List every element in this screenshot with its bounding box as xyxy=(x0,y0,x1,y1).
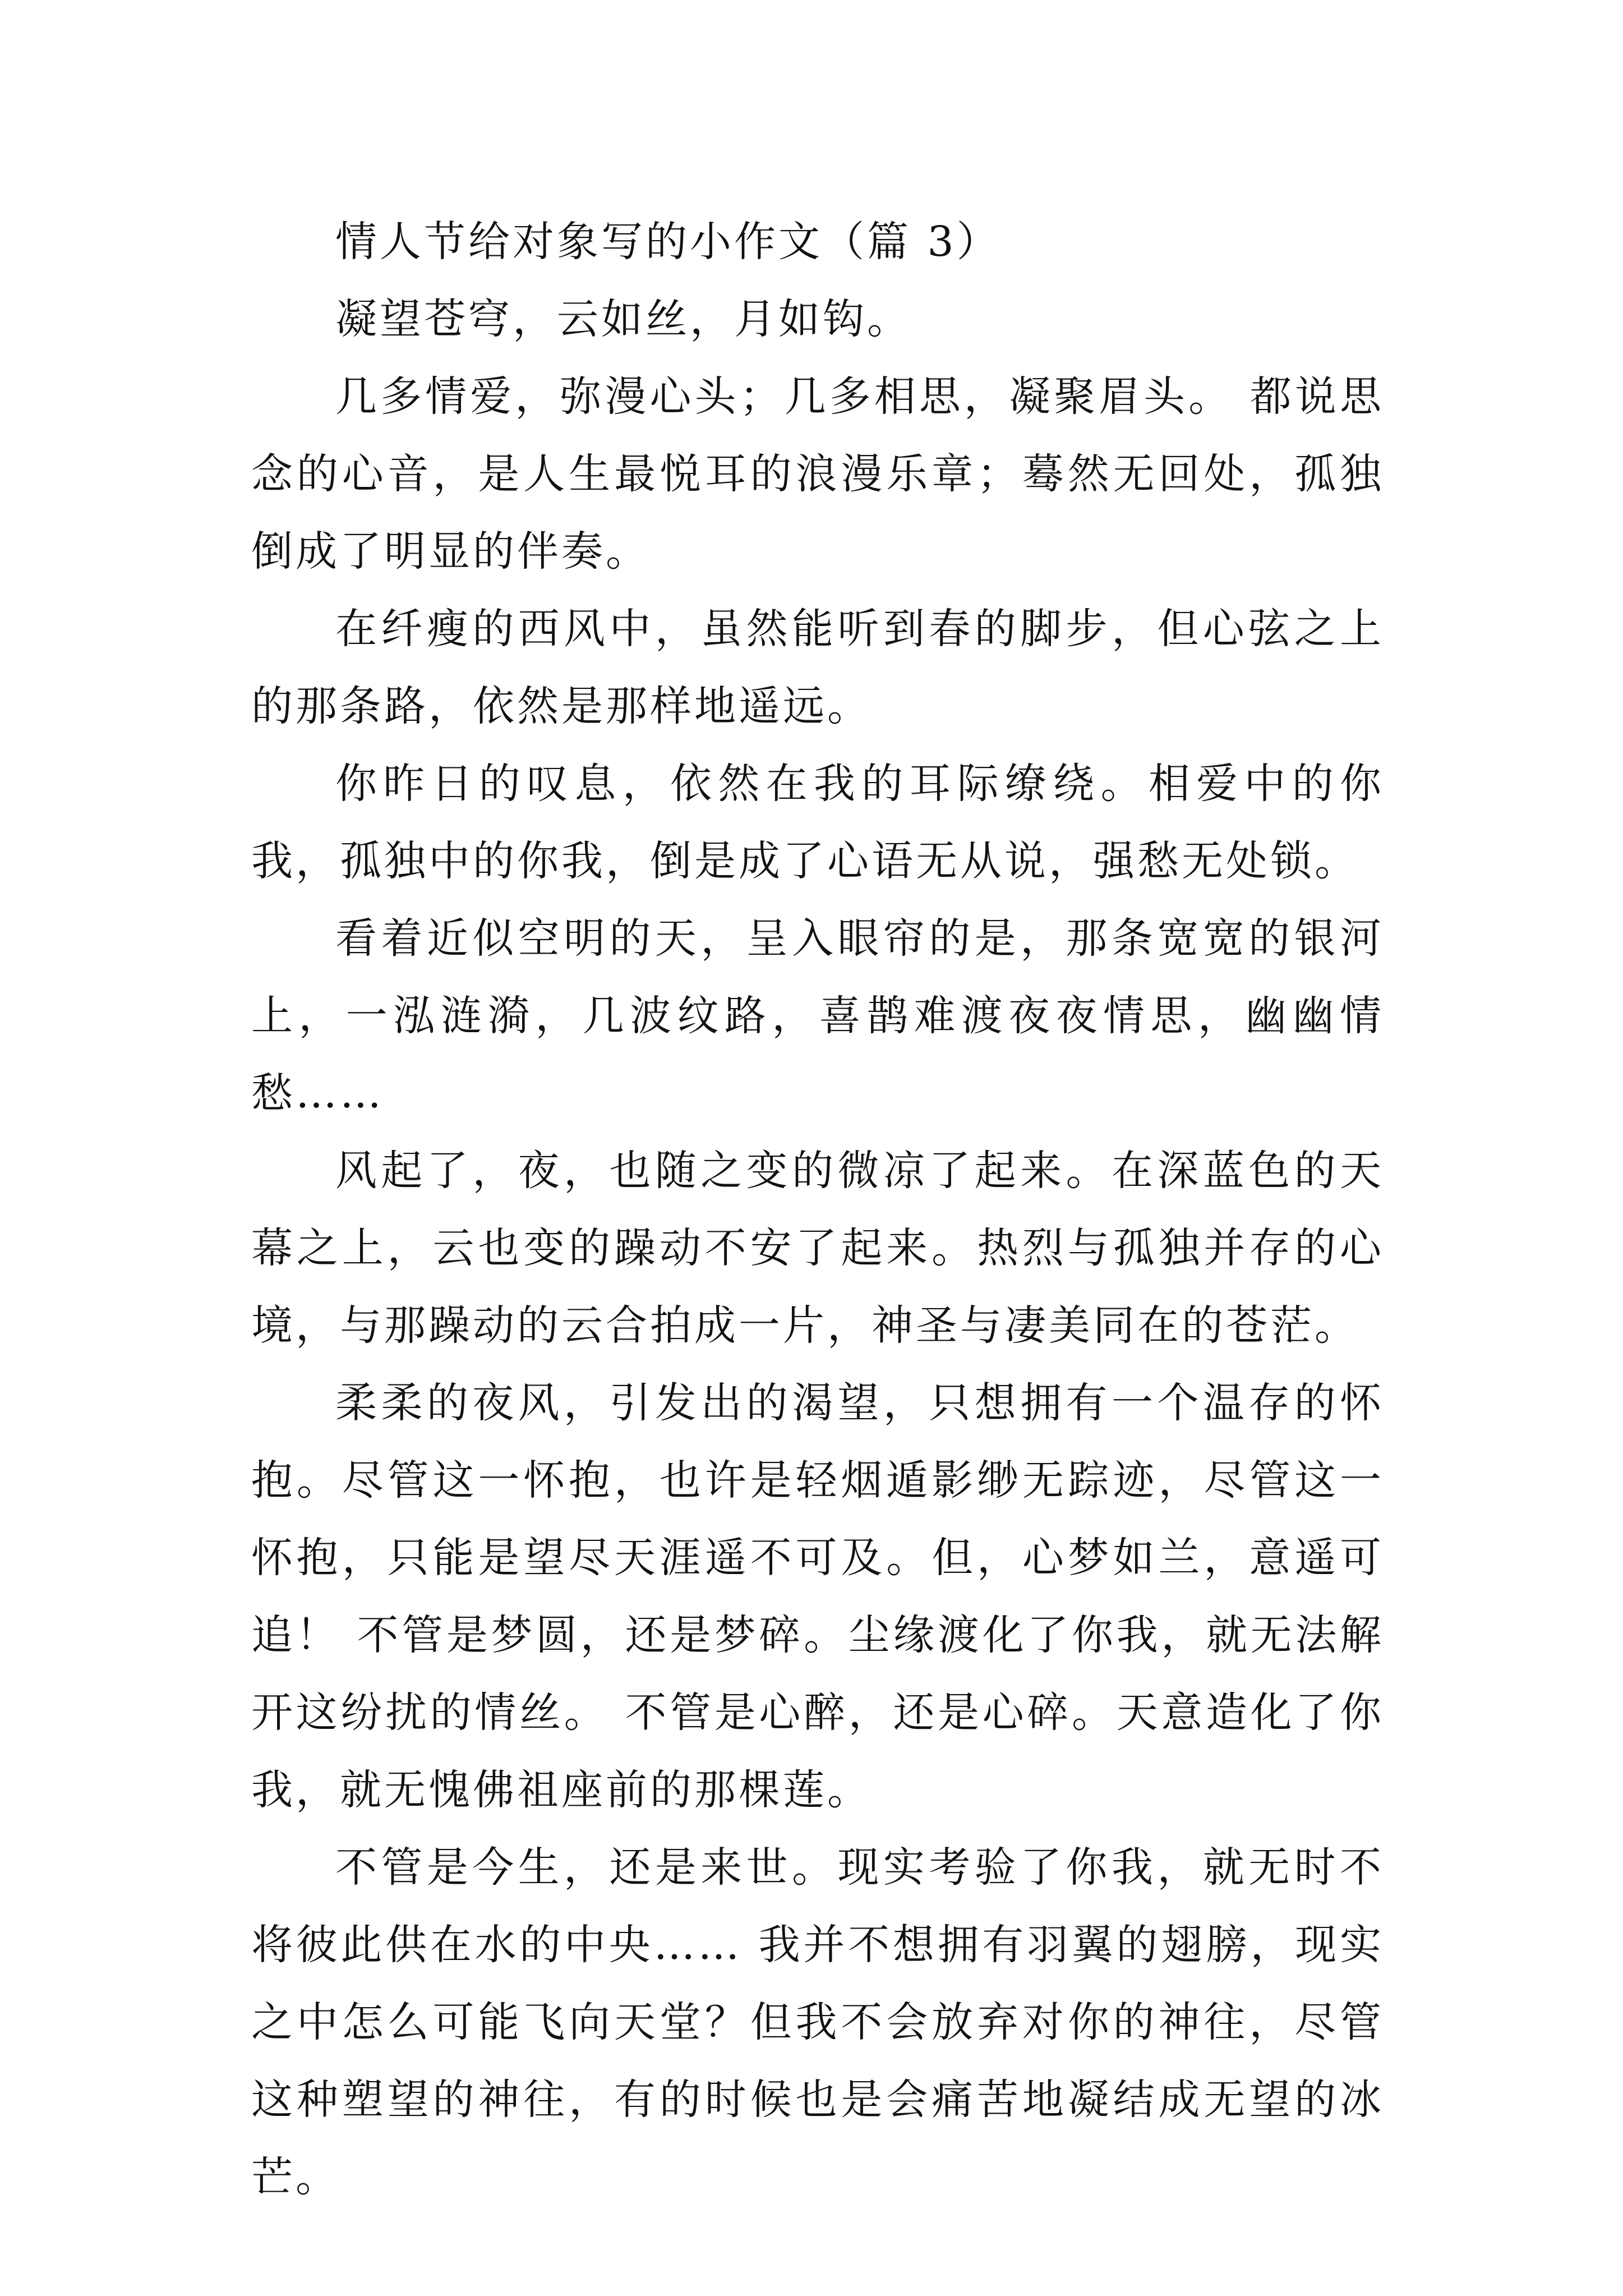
paragraph-7: 柔柔的夜风，引发出的渴望，只想拥有一个温存的怀抱。尽管这一怀抱，也许是轻烟遁影缈无踪迹，尽管这一怀抱，只能是望尽天涯遥不可及。但，心梦如兰，意遥可追！ 不管是梦圆，还是梦碎。尘缘渡化了你我，就无法解开这纷扰的情丝。 不管是心醉，还是心碎。天意造化了你我，就无愧佛祖座前的那棵莲。 xyxy=(251,1379,1384,1814)
paragraph-8: 不管是今生，还是来世。现实考验了你我，就无时不将彼此供在水的中央…… 我并不想拥有羽翼的翅膀，现实之中怎么可能飞向天堂？但我不会放弃对你的神往，尽管这种塑望的神往，有的时候也是会痛苦地凝结成无望的冰芒。 xyxy=(251,1843,1384,2201)
paragraph-1: 凝望苍穹，云如丝，月如钩。 xyxy=(335,295,911,343)
paragraph-5: 看着近似空明的天，呈入眼帘的是，那条宽宽的银河上，一泓涟漪，几波纹路，喜鹊难渡夜夜情思，幽幽情愁…… xyxy=(251,914,1384,1117)
paragraph-3: 在纤瘦的西风中，虽然能听到春的脚步，但心弦之上的那条路，依然是那样地遥远。 xyxy=(251,605,1384,730)
document-title: 情人节给对象写的小作文（篇 3） xyxy=(335,218,1001,266)
paragraph-4: 你昨日的叹息，依然在我的耳际缭绕。相爱中的你我，孤独中的你我，倒是成了心语无从说，强愁无处锁。 xyxy=(251,760,1384,885)
paragraph-6: 风起了，夜，也随之变的微凉了起来。在深蓝色的天幕之上，云也变的躁动不安了起来。热烈与孤独并存的心境，与那躁动的云合拍成一片，神圣与凄美同在的苍茫。 xyxy=(251,1147,1384,1350)
paragraph-2: 几多情爱，弥漫心头；几多相思，凝聚眉头。 都说思念的心音，是人生最悦耳的浪漫乐章；蓦然无回处，孤独倒成了明显的伴奏。 xyxy=(251,372,1384,576)
document-body xyxy=(251,203,1384,2216)
